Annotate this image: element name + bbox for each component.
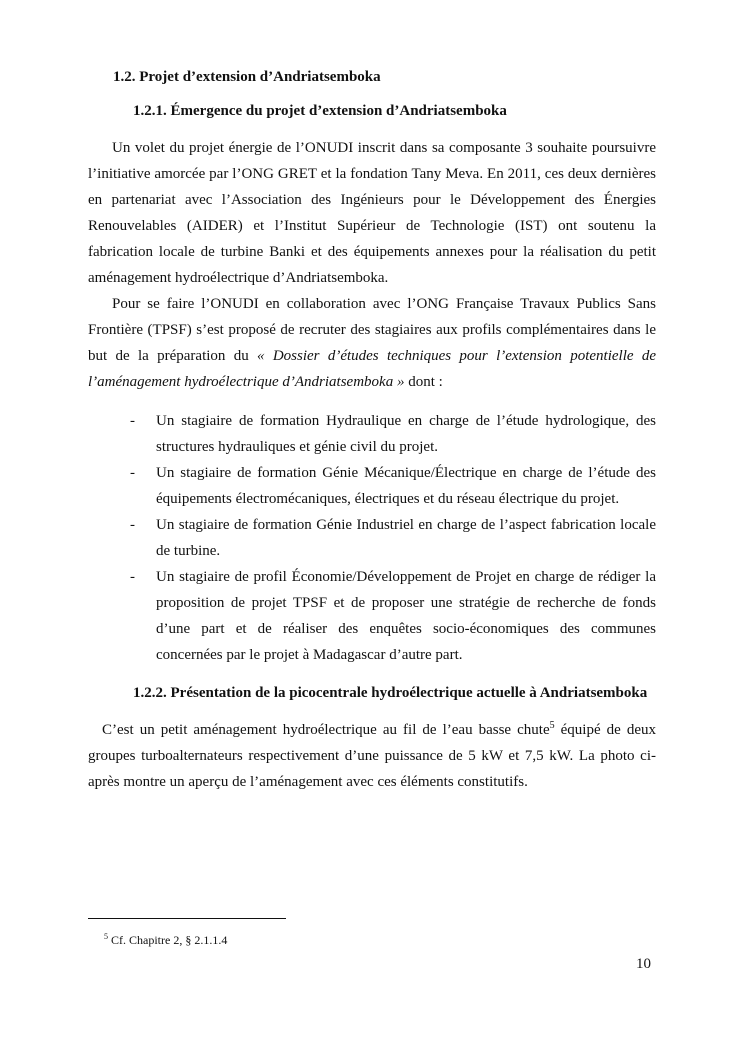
- list-item-text: Un stagiaire de formation Hydraulique en charge de l’étude hydrologique, des structures hydrauliques et génie civil du projet.: [156, 413, 656, 455]
- bullet-dash: -: [130, 569, 135, 585]
- list-item: [130, 408, 656, 460]
- bullet-dash: -: [130, 517, 135, 533]
- list-item: [130, 564, 656, 668]
- page-number: 10: [636, 956, 651, 972]
- paragraph-recruitment-start: Pour se faire l’ONUDI en collaboration avec l’ONG Française Travaux Publics Sans Frontière (TPSF) s’est proposé de recruter des stagiaires aux profils complémentaires dans le but de la préparation du: [88, 296, 656, 364]
- bullet-dash: -: [130, 413, 135, 429]
- list-item-text: Un stagiaire de profil Économie/Développement de Projet en charge de rédiger la proposition de projet TPSF et de proposer une stratégie de recherche de fonds d’une part et de réaliser des enquêtes socio-économiques des communes concernées par le projet à Madagascar d’autre part.: [156, 569, 656, 663]
- footnote-text: Cf. Chapitre 2, § 2.1.1.4: [108, 933, 228, 947]
- paragraph-picocentrale: [88, 717, 656, 795]
- section-heading: 1.2. Projet d’extension d’Andriatsemboka: [113, 69, 381, 85]
- list-item-text: Un stagiaire de formation Génie Industriel en charge de l’aspect fabrication locale de turbine.: [156, 517, 656, 559]
- subsection-heading-emergence: 1.2.1. Émergence du projet d’extension d’Andriatsemboka: [133, 103, 507, 119]
- intern-list: [130, 408, 656, 668]
- subsection-heading-presentation: 1.2.2. Présentation de la picocentrale hydroélectrique actuelle à Andriatsemboka: [133, 685, 648, 701]
- list-item: [130, 460, 656, 512]
- paragraph-onudi-initiative: Un volet du projet énergie de l’ONUDI inscrit dans sa composante 3 souhaite poursuivre l’initiative amorcée par l’ONG GRET et la fondation Tany Meva. En 2011, ces deux dernières en partenariat avec l’Association des Ingénieurs pour le Développement des Énergies Renouvelables (AIDER) et l’Institut Supérieur de Technologie (IST) ont soutenu la fabrication locale de turbine Banki et des équipements annexes pour la réalisation du petit aménagement hydroélectrique d’Andriatsemboka.: [88, 140, 656, 286]
- list-item: [130, 512, 656, 564]
- list-item-text: Un stagiaire de formation Génie Mécanique/Électrique en charge de l’étude des équipements électromécaniques, électriques et du réseau électrique du projet.: [156, 465, 656, 507]
- paragraph-recruitment: [88, 291, 656, 395]
- dossier-title: « Dossier d’études techniques pour l’extension potentielle de l’aménagement hydroélectrique d’Andriatsemboka »: [88, 348, 656, 390]
- bullet-dash: -: [130, 465, 135, 481]
- footnote: [104, 933, 227, 948]
- footnote-reference[interactable]: 5: [549, 720, 555, 731]
- footnote-separator: [88, 918, 286, 919]
- footnote-number: 5: [104, 932, 108, 941]
- paragraph-recruitment-end: dont :: [404, 374, 443, 390]
- paragraph-picocentrale-end: équipé de deux groupes turboalternateurs respectivement d’une puissance de 5 kW et 7,5 kW. La photo ci-après montre un aperçu de l’aménagement avec ces éléments constitutifs.: [88, 722, 656, 790]
- paragraph-picocentrale-start: C’est un petit aménagement hydroélectrique au fil de l’eau basse chute: [102, 722, 550, 738]
